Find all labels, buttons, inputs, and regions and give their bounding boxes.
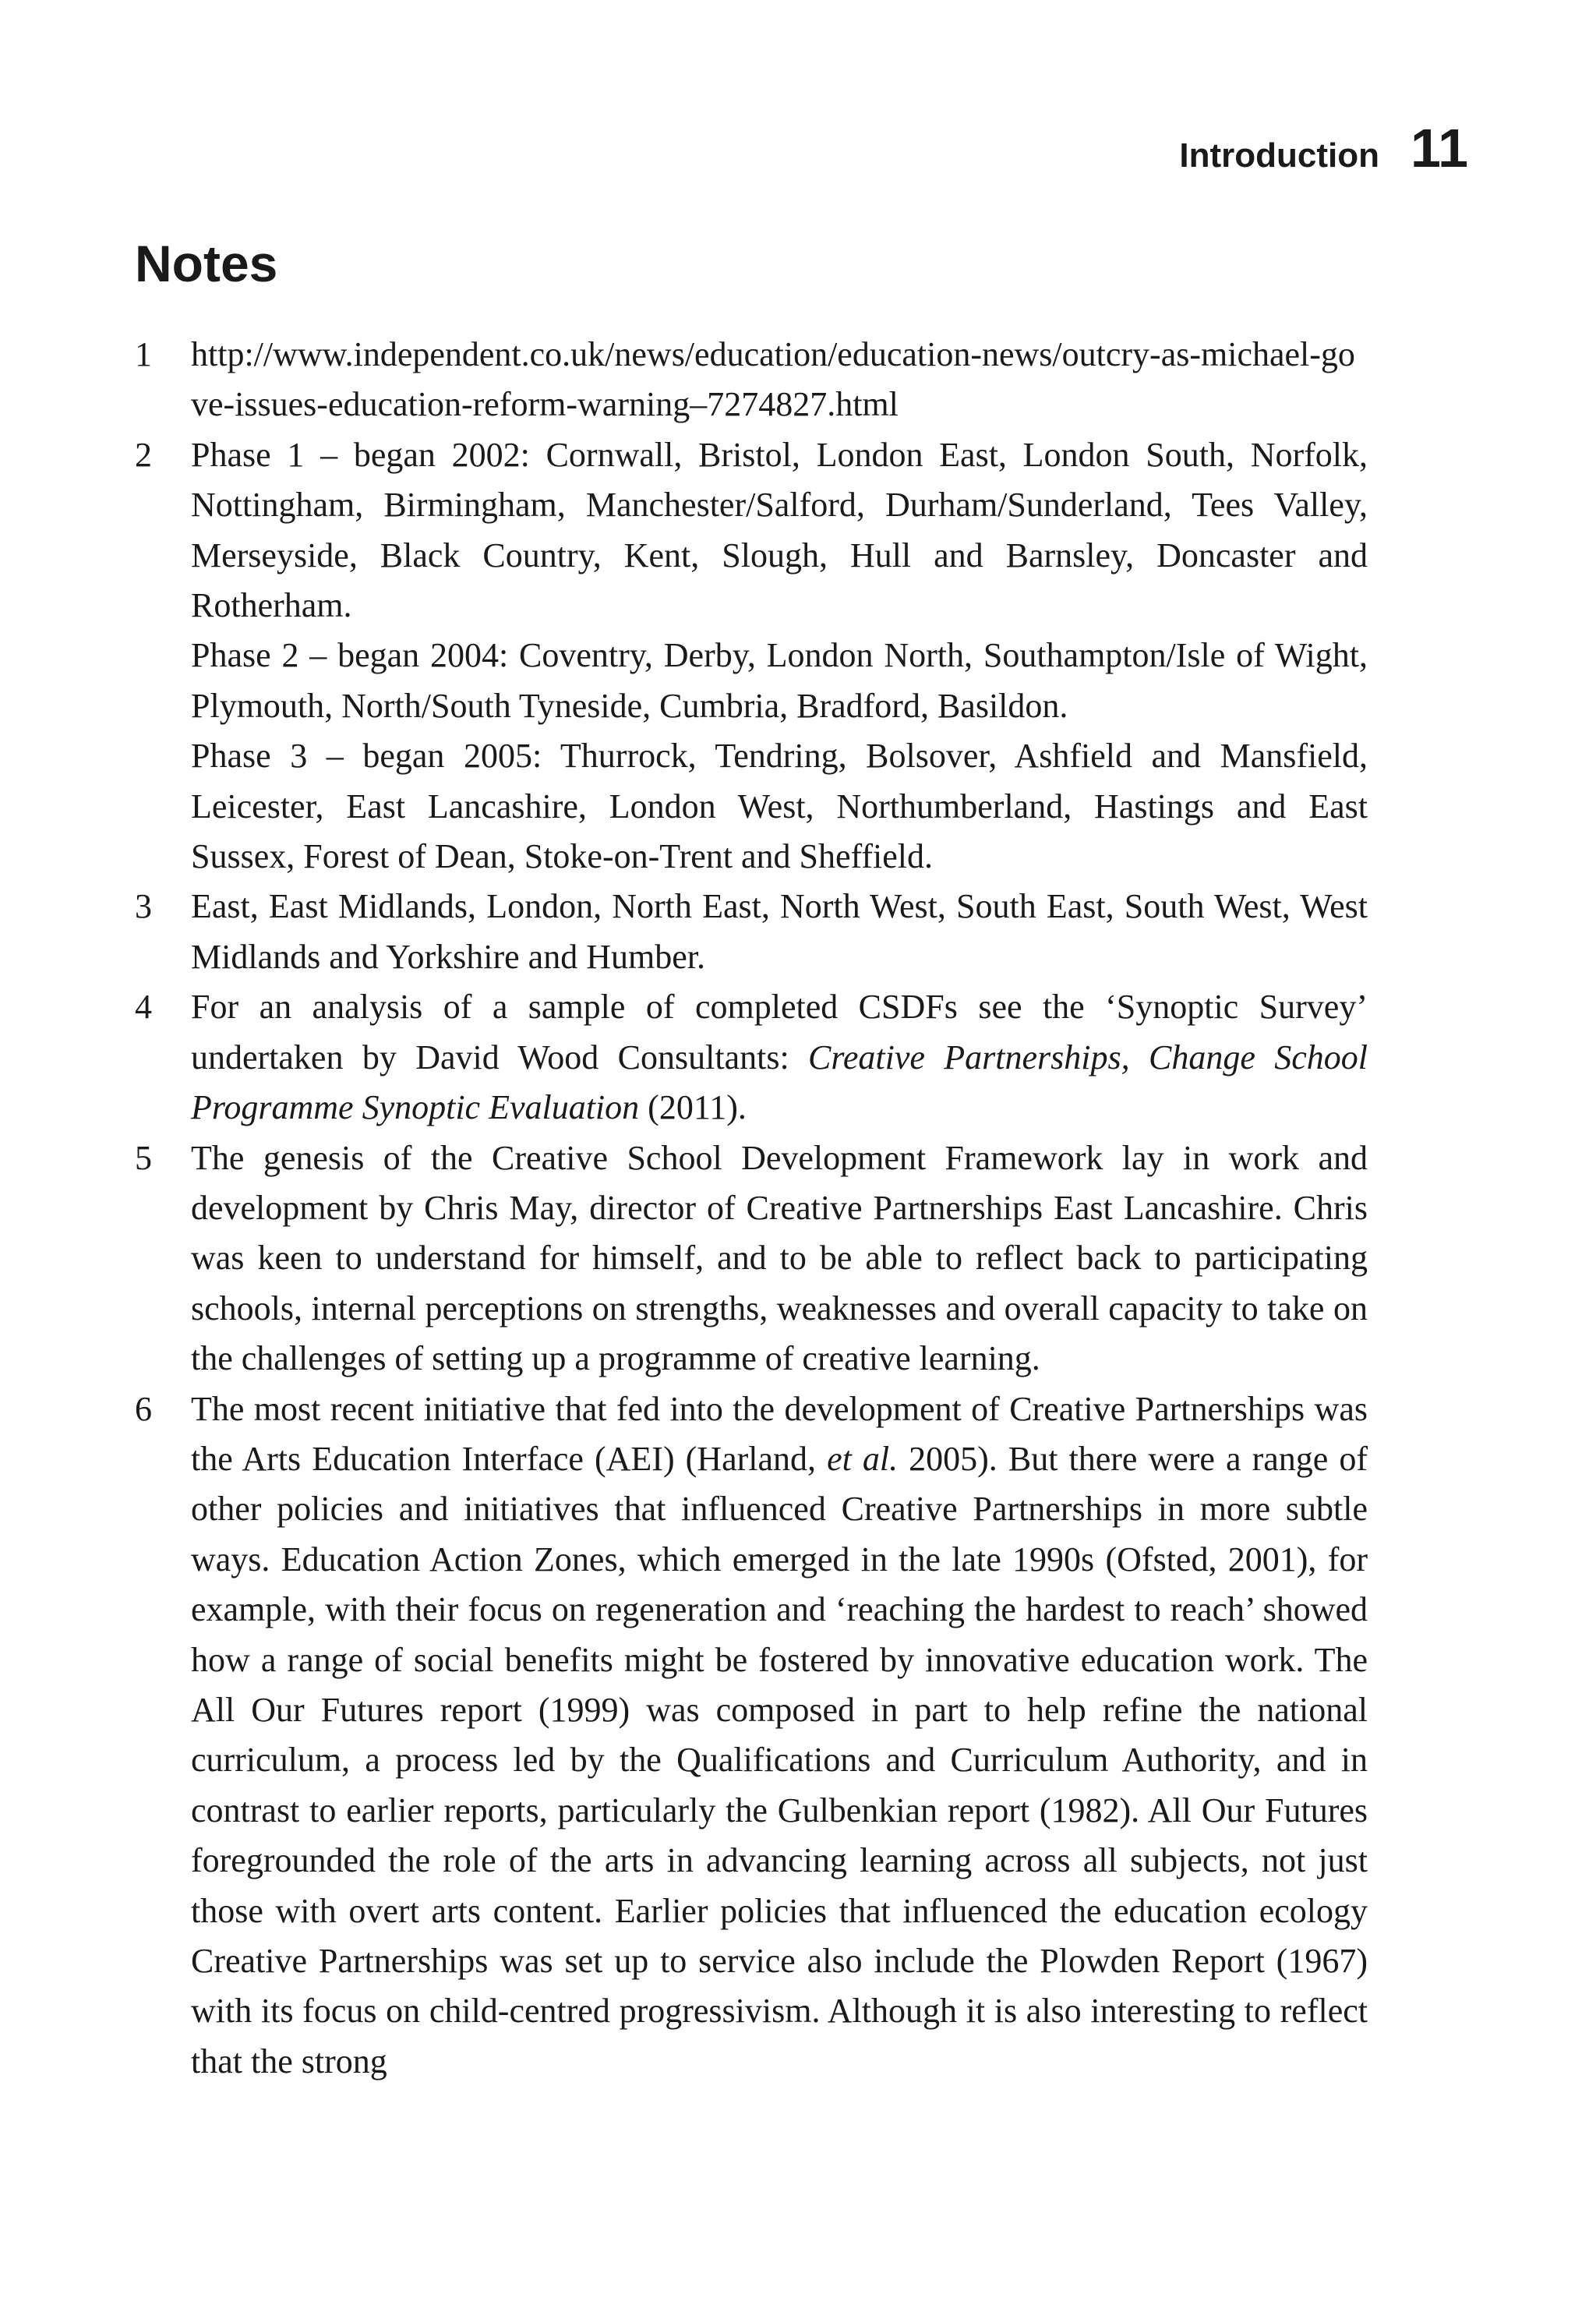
page-number: 11 <box>1411 118 1468 179</box>
note-text: The genesis of the Creative School Development Framework lay in work and development by Chris May, director of Creative Partnerships East Lancashire. Chris was keen to understand for himself, and to be able to reflect back to participating schools, internal perceptions on strengths, weaknesses and overall capacity to take on the challenges of setting up a programme of creative learning. <box>191 1138 1368 1378</box>
note-number: 1 <box>135 335 152 373</box>
note-body <box>191 1133 1368 1384</box>
note-number: 4 <box>135 988 152 1027</box>
note-5 <box>135 1133 1368 1384</box>
note-et-al: et al. <box>827 1439 899 1478</box>
note-body <box>191 882 1368 982</box>
note-number: 5 <box>135 1138 152 1177</box>
note-4 <box>135 982 1368 1133</box>
note-body <box>191 982 1368 1133</box>
running-header <box>1179 117 1468 179</box>
note-text-after: 2005). But there were a range of other policies and initiatives that influenced Creative Partnerships in more subtle ways. Education Action Zones, which emerged in the late 1990s (Ofsted, 2001), for example, with their focus on regeneration and ‘reaching the hardest to reach’ showed how a range of social benefits might be fostered by innovative education work. The All Our Futures report (1999) was composed in part to help refine the national curriculum, a process led by the Qualifications and Curriculum Authority, and in contrast to earlier reports, particularly the Gulbenkian report (1982). All Our Futures foregrounded the role of the arts in advancing learning across all subjects, not just those with overt arts content. Earlier policies that influenced the education ecology Creative Partnerships was set up to service also include the Plowden Report (1967) with its focus on child-centred progressivism. Although it is also interesting to reflect that the strong <box>191 1439 1368 2081</box>
notes-list <box>135 330 1368 2087</box>
note-3 <box>135 882 1368 982</box>
note-number: 6 <box>135 1389 152 1428</box>
note-text <box>191 982 1368 1133</box>
note-body <box>191 1384 1368 2088</box>
note-phase-2: Phase 2 – began 2004: Coventry, Derby, London North, Southampton/Isle of Wight, Plymouth, North/South Tyneside, Cumbria, Bradford, Basildon. <box>191 636 1368 725</box>
note-text-after: (2011). <box>639 1088 747 1127</box>
note-body <box>191 330 1368 430</box>
note-2 <box>135 430 1368 882</box>
note-phase-3: Phase 3 – began 2005: Thurrock, Tendring, Bolsover, Ashfield and Mansfield, Leicester, East Lancashire, London West, Northumberland, Hastings and East Sussex, Forest of Dean, Stoke-on-Trent and Sheffield. <box>191 737 1368 876</box>
note-text-before: For an analysis of a sample of completed CSDFs see the ‘Synoptic Survey’ undertaken by David Wood Consultants: <box>191 988 1368 1076</box>
note-body <box>191 430 1368 882</box>
note-url-link[interactable]: http://www.independent.co.uk/news/education/education-news/outcry-as-michael-gove-issues-education-reform-warning–7274827.html <box>191 335 1355 424</box>
note-text-before: The most recent initiative that fed into the development of Creative Partnerships was the Arts Education Interface (AEI) (Harland, <box>191 1389 1368 1478</box>
note-text <box>191 1384 1368 2088</box>
running-header-section: Introduction <box>1179 136 1379 175</box>
note-1 <box>135 330 1368 430</box>
note-text: East, East Midlands, London, North East, North West, South East, South West, West Midlands and Yorkshire and Humber. <box>191 887 1368 976</box>
notes-heading: Notes <box>135 235 278 292</box>
note-cited-title: Creative Partnerships, Change School Programme Synoptic Evaluation <box>191 1038 1368 1127</box>
note-number: 3 <box>135 887 152 926</box>
note-number: 2 <box>135 435 152 474</box>
note-phase-1: Phase 1 – began 2002: Cornwall, Bristol, London East, London South, Norfolk, Nottingham, Birmingham, Manchester/Salford, Durham/Sunderland, Tees Valley, Merseyside, Black Country, Kent, Slough, Hull and Barnsley, Doncaster and Rotherham. <box>191 435 1368 625</box>
note-6 <box>135 1384 1368 2088</box>
